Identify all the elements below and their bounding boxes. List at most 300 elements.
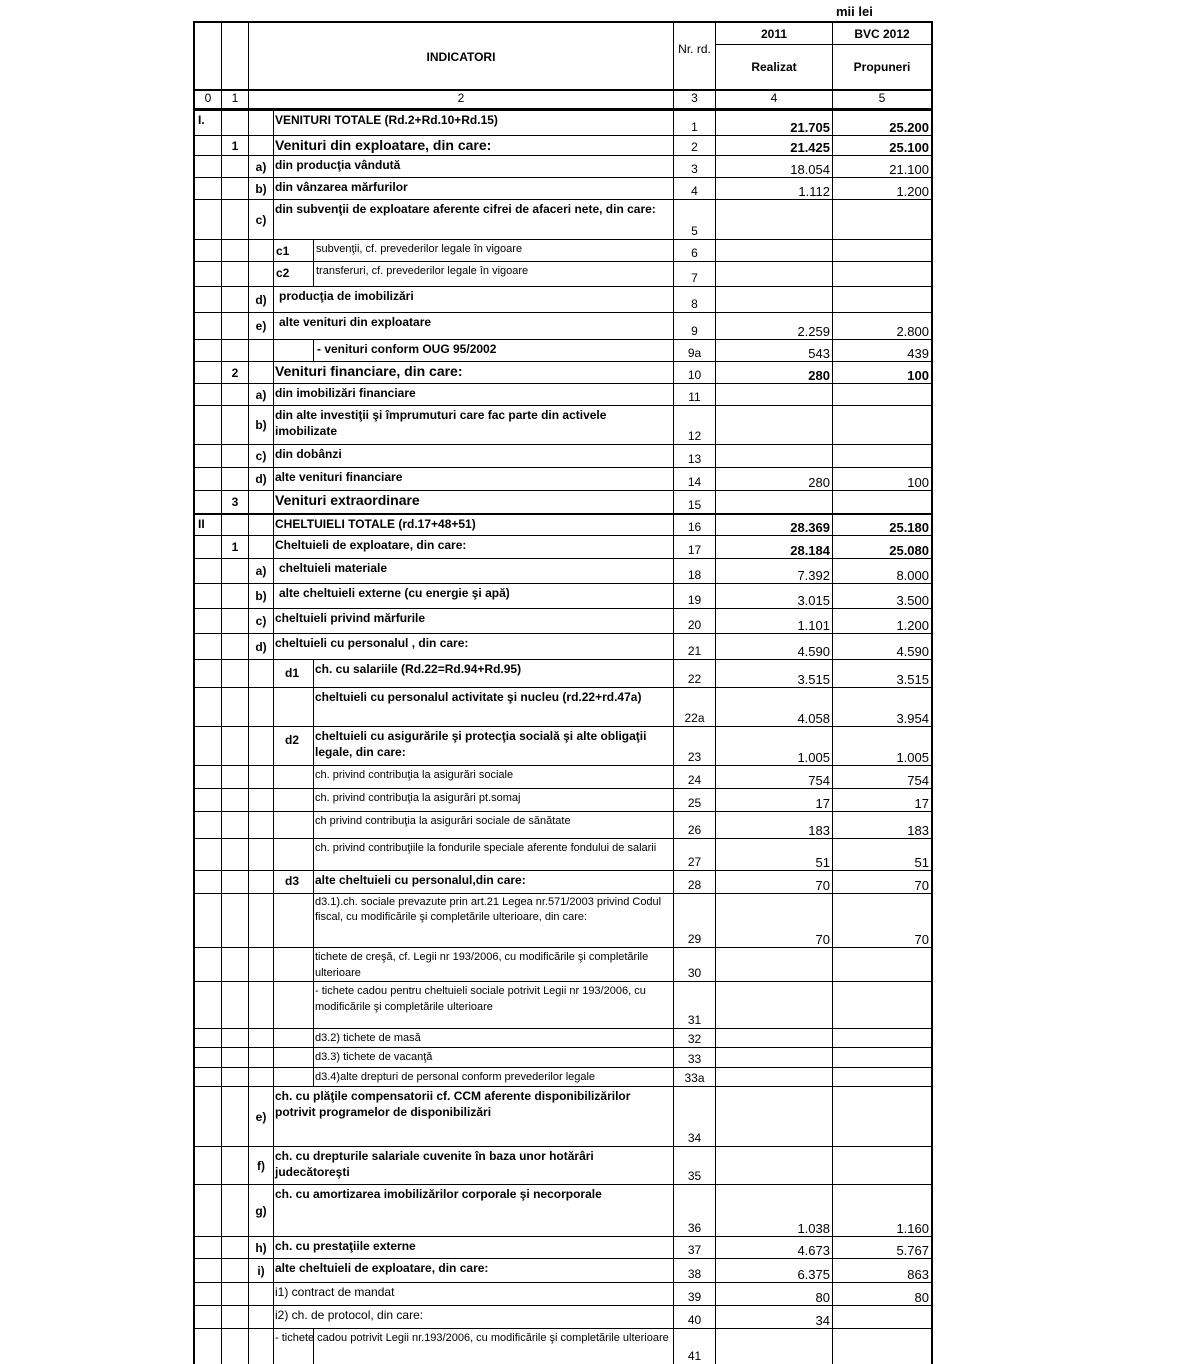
- cell-arabic: [222, 1306, 249, 1328]
- cell-propuneri: [833, 406, 933, 444]
- cell-rd: [674, 766, 716, 788]
- cell-indicator: [249, 948, 674, 981]
- table-row: [193, 947, 933, 981]
- cell-roman: [193, 982, 222, 1028]
- cell-rd: [674, 240, 716, 261]
- cell-indicator: [249, 839, 674, 870]
- row-number: 34: [687, 1131, 702, 1145]
- indicator-label: din subvenţii de exploatare aferente cifrei de afaceri nete, din care:: [275, 202, 656, 216]
- item-marker: b): [255, 181, 267, 196]
- row-number: 38: [687, 1267, 702, 1281]
- cell-propuneri: [833, 584, 933, 608]
- cell-indicator: [249, 262, 674, 286]
- cell-realizat: [716, 287, 833, 312]
- cell-arabic: [222, 178, 249, 199]
- cell-indicator: [249, 445, 674, 467]
- row-number: 40: [687, 1313, 702, 1327]
- indicator-label: din alte investiţii şi împrumuturi care fac parte din activele imobilizate: [275, 408, 607, 438]
- value-propuneri: 21.100: [889, 162, 929, 177]
- cell-propuneri: [833, 178, 933, 199]
- table-row: [193, 765, 933, 788]
- cell-roman: [193, 491, 222, 513]
- table-row: [193, 608, 933, 633]
- cell-arabic: [222, 1029, 249, 1047]
- indicator-label: cheltuieli cu personalul , din care:: [275, 636, 469, 650]
- row-number: 29: [687, 932, 702, 946]
- cell-propuneri: [833, 136, 933, 155]
- cell-realizat: [716, 871, 833, 893]
- row-number: 3: [691, 162, 698, 176]
- value-propuneri: 80: [914, 1290, 929, 1305]
- sub-marker: d1: [285, 666, 300, 680]
- cell-indicator: [249, 789, 674, 811]
- value-propuneri: 863: [907, 1267, 929, 1282]
- cell-realizat: [716, 688, 833, 726]
- cell-propuneri: [833, 1259, 933, 1282]
- cell-arabic: [222, 384, 249, 405]
- row-number: 41: [687, 1349, 702, 1363]
- cell-propuneri: [833, 340, 933, 361]
- table-row: [193, 726, 933, 765]
- cell-rd: [674, 1306, 716, 1328]
- value-propuneri: 439: [907, 346, 929, 361]
- cell-roman: [193, 1306, 222, 1328]
- item-marker: f): [257, 1158, 265, 1173]
- indicator-label: d3.4)alte drepturi de personal conform prevederilor legale: [315, 1071, 596, 1083]
- cell-roman: [193, 111, 222, 135]
- value-propuneri: 25.180: [889, 520, 929, 535]
- cell-arabic: [222, 1147, 249, 1184]
- row-number: 5: [691, 224, 698, 238]
- cell-propuneri: [833, 1068, 933, 1086]
- row-number: 12: [687, 429, 702, 443]
- row-number: 22a: [684, 711, 705, 725]
- value-propuneri: 25.100: [889, 140, 929, 155]
- row-number: 28: [687, 878, 702, 892]
- cell-arabic: [222, 948, 249, 981]
- row-number: 25: [687, 796, 702, 810]
- cell-rd: [674, 406, 716, 444]
- cell-rd: [674, 727, 716, 765]
- table-row: [193, 535, 933, 558]
- cell-propuneri: [833, 1237, 933, 1258]
- cell-indicator: [249, 515, 674, 535]
- indicator-label: - tichete cadou pentru cheltuieli sociale potrivit Legii nr 193/2006, cu modificările şi completările ulterioare: [315, 985, 646, 1013]
- cell-rd: [674, 136, 716, 155]
- cell-realizat: [716, 1237, 833, 1258]
- value-realizat: 1.005: [797, 750, 830, 765]
- cell-arabic: [222, 871, 249, 893]
- value-propuneri: 2.800: [896, 324, 929, 339]
- table-row: [193, 893, 933, 947]
- indicator-label: din producţia vândută: [275, 158, 401, 172]
- indicator-label: din dobânzi: [275, 447, 342, 461]
- cell-indicator: [249, 894, 674, 947]
- cell-rd: [674, 660, 716, 687]
- table-row: [193, 1184, 933, 1236]
- cell-realizat: [716, 1259, 833, 1282]
- cell-roman: [193, 313, 222, 339]
- cell-indicator: [249, 1087, 674, 1146]
- cell-roman: [193, 766, 222, 788]
- section-number: II: [198, 517, 205, 531]
- value-propuneri: 5.767: [896, 1243, 929, 1258]
- table-row: [193, 513, 933, 535]
- cell-propuneri: [833, 688, 933, 726]
- item-marker: a): [255, 159, 267, 174]
- cell-rd: [674, 688, 716, 726]
- column-number-row: [193, 89, 933, 109]
- cell-propuneri: [833, 839, 933, 870]
- cell-arabic: [222, 445, 249, 467]
- cell-realizat: [716, 1329, 833, 1364]
- value-realizat: 754: [808, 773, 830, 788]
- table-row: [193, 811, 933, 838]
- sub-marker: c2: [276, 266, 290, 280]
- table-row: [193, 199, 933, 239]
- indicator-label: ch. cu amortizarea imobilizărilor corporale şi necorporale: [275, 1187, 602, 1201]
- value-realizat: 21.425: [790, 140, 830, 155]
- indicator-label: din vânzarea mărfurilor: [275, 180, 408, 194]
- value-propuneri: 3.515: [896, 672, 929, 687]
- cell-realizat: [716, 240, 833, 261]
- cell-indicator: [249, 536, 674, 558]
- cell-arabic: [222, 1329, 249, 1364]
- cell-propuneri: [833, 468, 933, 490]
- indicator-label: cheltuieli materiale: [279, 561, 388, 575]
- cell-rd: [674, 313, 716, 339]
- cell-propuneri: [833, 262, 933, 286]
- indicator-label: cheltuieli privind mărfurile: [275, 611, 426, 625]
- indicator-label: alte cheltuieli externe (cu energie şi apă): [279, 586, 510, 600]
- cell-arabic: [222, 156, 249, 177]
- cell-indicator: [249, 1185, 674, 1236]
- item-marker: d): [255, 292, 267, 307]
- cell-indicator: [249, 240, 674, 261]
- cell-propuneri: [833, 240, 933, 261]
- cell-rd: [674, 789, 716, 811]
- cell-arabic: [222, 982, 249, 1028]
- value-propuneri: 17: [914, 796, 929, 811]
- cell-indicator: [249, 384, 674, 405]
- table-row: [193, 239, 933, 261]
- row-number: 6: [691, 246, 698, 260]
- row-number: 2: [691, 140, 698, 154]
- cell-realizat: [716, 948, 833, 981]
- row-number: 19: [687, 593, 702, 607]
- cell-rd: [674, 1068, 716, 1086]
- row-number: 22: [687, 672, 702, 686]
- cell-roman: [193, 136, 222, 155]
- cell-roman: [193, 406, 222, 444]
- value-propuneri: 70: [914, 932, 929, 947]
- item-marker: i): [257, 1263, 265, 1278]
- cell-roman: [193, 384, 222, 405]
- unit-label: mii lei: [836, 4, 873, 19]
- cell-indicator: [249, 491, 674, 513]
- cell-roman: [193, 200, 222, 239]
- section-number: I.: [198, 113, 205, 127]
- indicator-label: cheltuieli cu personalul activitate şi nucleu (rd.22+rd.47a): [315, 690, 642, 704]
- cell-indicator: [249, 111, 674, 135]
- table-row: [193, 1236, 933, 1258]
- value-realizat: 4.590: [797, 644, 830, 659]
- item-marker: h): [255, 1240, 267, 1255]
- value-propuneri: 25.080: [889, 543, 929, 558]
- row-number: 11: [688, 390, 701, 404]
- item-marker: a): [255, 564, 267, 578]
- table-row: [193, 1328, 933, 1364]
- row-number: 33a: [684, 1071, 705, 1085]
- value-realizat: 7.392: [797, 568, 830, 583]
- row-number: 30: [687, 966, 702, 980]
- indicator-label: producţia de imobilizări: [279, 289, 414, 303]
- indicator-label: cheltuieli cu asigurările şi protecţia socială şi alte obligaţii legale, din care:: [315, 729, 647, 759]
- cell-arabic: [222, 200, 249, 239]
- value-propuneri: 100: [907, 368, 929, 383]
- table-row: [193, 1067, 933, 1086]
- cell-indicator: [249, 287, 674, 312]
- cell-roman: [193, 262, 222, 286]
- sub-marker: d2: [285, 733, 300, 747]
- value-propuneri: 4.590: [896, 644, 929, 659]
- value-realizat: 70: [815, 878, 830, 893]
- cell-realizat: [716, 1283, 833, 1305]
- cell-roman: [193, 1147, 222, 1184]
- table-row: [193, 155, 933, 177]
- table-row: [193, 981, 933, 1028]
- row-number: 8: [691, 297, 698, 311]
- value-propuneri: 1.005: [896, 750, 929, 765]
- cell-propuneri: [833, 156, 933, 177]
- table-row: [193, 687, 933, 726]
- cell-roman: [193, 1329, 222, 1364]
- cell-indicator: [249, 1259, 674, 1282]
- indicator-label: Venituri din exploatare, din care:: [275, 137, 492, 153]
- sub-marker: c1: [276, 244, 290, 258]
- cell-arabic: [222, 111, 249, 135]
- value-realizat: 3.015: [797, 593, 830, 608]
- header-indicatori: INDICATORI: [426, 50, 496, 64]
- cell-arabic: [222, 362, 249, 383]
- row-number: 26: [687, 823, 702, 837]
- cell-indicator: [249, 584, 674, 608]
- cell-rd: [674, 812, 716, 838]
- cell-arabic: [222, 287, 249, 312]
- cell-roman: [193, 584, 222, 608]
- indicator-label: transferuri, cf. prevederilor legale în vigoare: [316, 265, 529, 277]
- cell-arabic: [222, 491, 249, 513]
- row-number: 33: [687, 1052, 702, 1066]
- value-realizat: 21.705: [790, 120, 830, 135]
- cell-indicator: [249, 1147, 674, 1184]
- table-row: [193, 383, 933, 405]
- row-number: 13: [687, 452, 702, 466]
- cell-rd: [674, 1029, 716, 1047]
- cell-rd: [674, 445, 716, 467]
- cell-realizat: [716, 156, 833, 177]
- cell-propuneri: [833, 1283, 933, 1305]
- value-realizat: 280: [808, 475, 830, 490]
- cell-propuneri: [833, 1185, 933, 1236]
- cell-rd: [674, 1237, 716, 1258]
- table-row: [193, 109, 933, 135]
- indicator-label: - tichete cadou potrivit Legii nr.193/2006, cu modificările şi completările ulterioare: [275, 1332, 669, 1344]
- cell-roman: [193, 789, 222, 811]
- item-marker: d): [255, 472, 267, 486]
- table-row: [193, 1282, 933, 1305]
- cell-rd: [674, 584, 716, 608]
- cell-indicator: [249, 200, 674, 239]
- cell-propuneri: [833, 536, 933, 558]
- value-propuneri: 8.000: [896, 568, 929, 583]
- cell-realizat: [716, 313, 833, 339]
- value-realizat: 3.515: [797, 672, 830, 687]
- cell-rd: [674, 894, 716, 947]
- cell-rd: [674, 468, 716, 490]
- cell-rd: [674, 634, 716, 659]
- table-row: [193, 838, 933, 870]
- cell-indicator: [249, 812, 674, 838]
- value-propuneri: 3.500: [896, 593, 929, 608]
- cell-realizat: [716, 536, 833, 558]
- cell-arabic: [222, 1237, 249, 1258]
- cell-realizat: [716, 468, 833, 490]
- row-number: 14: [687, 475, 702, 489]
- value-propuneri: 1.200: [896, 618, 929, 633]
- cell-realizat: [716, 406, 833, 444]
- table-row: [193, 558, 933, 583]
- cell-arabic: [222, 1048, 249, 1067]
- table-row: [193, 659, 933, 687]
- item-marker: c): [255, 614, 267, 628]
- cell-arabic: [222, 240, 249, 261]
- table-row: [193, 788, 933, 811]
- cell-indicator: [249, 660, 674, 687]
- item-marker: b): [255, 418, 267, 432]
- cell-propuneri: [833, 559, 933, 583]
- value-realizat: 183: [808, 823, 830, 838]
- cell-indicator: [249, 156, 674, 177]
- item-marker: c): [255, 449, 267, 463]
- cell-propuneri: [833, 789, 933, 811]
- cell-rd: [674, 1259, 716, 1282]
- cell-propuneri: [833, 609, 933, 633]
- value-propuneri: 3.954: [896, 711, 929, 726]
- cell-indicator: [249, 468, 674, 490]
- cell-realizat: [716, 362, 833, 383]
- cell-propuneri: [833, 111, 933, 135]
- indicator-label: din imobilizări financiare: [275, 386, 416, 400]
- cell-propuneri: [833, 1087, 933, 1146]
- cell-propuneri: [833, 894, 933, 947]
- financial-table: [193, 21, 933, 1364]
- cell-realizat: [716, 1048, 833, 1067]
- indicator-label: d3.3) tichete de vacanţă: [315, 1051, 433, 1063]
- value-realizat: 1.038: [797, 1221, 830, 1236]
- cell-rd: [674, 559, 716, 583]
- cell-indicator: [249, 982, 674, 1028]
- cell-roman: [193, 1237, 222, 1258]
- cell-rd: [674, 1087, 716, 1146]
- cell-rd: [674, 200, 716, 239]
- cell-rd: [674, 362, 716, 383]
- cell-realizat: [716, 894, 833, 947]
- cell-roman: [193, 871, 222, 893]
- cell-arabic: [222, 262, 249, 286]
- cell-realizat: [716, 839, 833, 870]
- header-row: [193, 21, 933, 89]
- row-number: 7: [691, 271, 698, 285]
- cell-roman: [193, 660, 222, 687]
- cell-propuneri: [833, 515, 933, 535]
- indicator-label: alte cheltuieli de exploatare, din care:: [275, 1261, 489, 1275]
- cell-realizat: [716, 111, 833, 135]
- row-number: 4: [691, 184, 698, 198]
- cell-realizat: [716, 178, 833, 199]
- cell-arabic: [222, 609, 249, 633]
- cell-propuneri: [833, 948, 933, 981]
- cell-arabic: [222, 1185, 249, 1236]
- cell-arabic: [222, 1259, 249, 1282]
- table-row: [193, 870, 933, 893]
- indicator-label: ch. privind contribuţia la asigurări pt.somaj: [315, 792, 521, 804]
- cell-indicator: [249, 609, 674, 633]
- cell-propuneri: [833, 384, 933, 405]
- value-realizat: 70: [815, 932, 830, 947]
- indicator-label: i1) contract de mandat: [275, 1285, 395, 1299]
- subsection-number: 1: [231, 138, 239, 153]
- value-realizat: 2.259: [797, 324, 830, 339]
- cell-realizat: [716, 445, 833, 467]
- cell-arabic: [222, 688, 249, 726]
- cell-realizat: [716, 634, 833, 659]
- sub-marker: d3: [285, 874, 300, 888]
- indicator-label: d3.2) tichete de masă: [315, 1032, 421, 1044]
- cell-roman: [193, 812, 222, 838]
- cell-arabic: [222, 766, 249, 788]
- cell-arabic: [222, 468, 249, 490]
- cell-roman: [193, 1283, 222, 1305]
- cell-arabic: [222, 406, 249, 444]
- cell-arabic: [222, 894, 249, 947]
- table-row: [193, 1028, 933, 1047]
- cell-propuneri: [833, 766, 933, 788]
- value-realizat: 28.369: [790, 520, 830, 535]
- indicator-label: ch. cu drepturile salariale cuvenite în baza unor hotărâri judecătoreşti: [275, 1149, 594, 1179]
- row-number: 17: [687, 543, 702, 557]
- value-realizat: 543: [808, 346, 830, 361]
- cell-realizat: [716, 766, 833, 788]
- cell-rd: [674, 609, 716, 633]
- cell-indicator: [249, 559, 674, 583]
- value-realizat: 51: [815, 855, 830, 870]
- col-number: 3: [674, 91, 716, 108]
- cell-roman: [193, 688, 222, 726]
- cell-propuneri: [833, 445, 933, 467]
- cell-propuneri: [833, 1147, 933, 1184]
- cell-rd: [674, 384, 716, 405]
- col-number: 1: [222, 91, 249, 108]
- cell-roman: [193, 445, 222, 467]
- value-realizat: 4.058: [797, 711, 830, 726]
- row-number: 31: [687, 1013, 702, 1027]
- cell-indicator: [249, 313, 674, 339]
- value-realizat: 28.184: [790, 543, 830, 558]
- cell-indicator: [249, 766, 674, 788]
- cell-indicator: [249, 634, 674, 659]
- cell-rd: [674, 340, 716, 361]
